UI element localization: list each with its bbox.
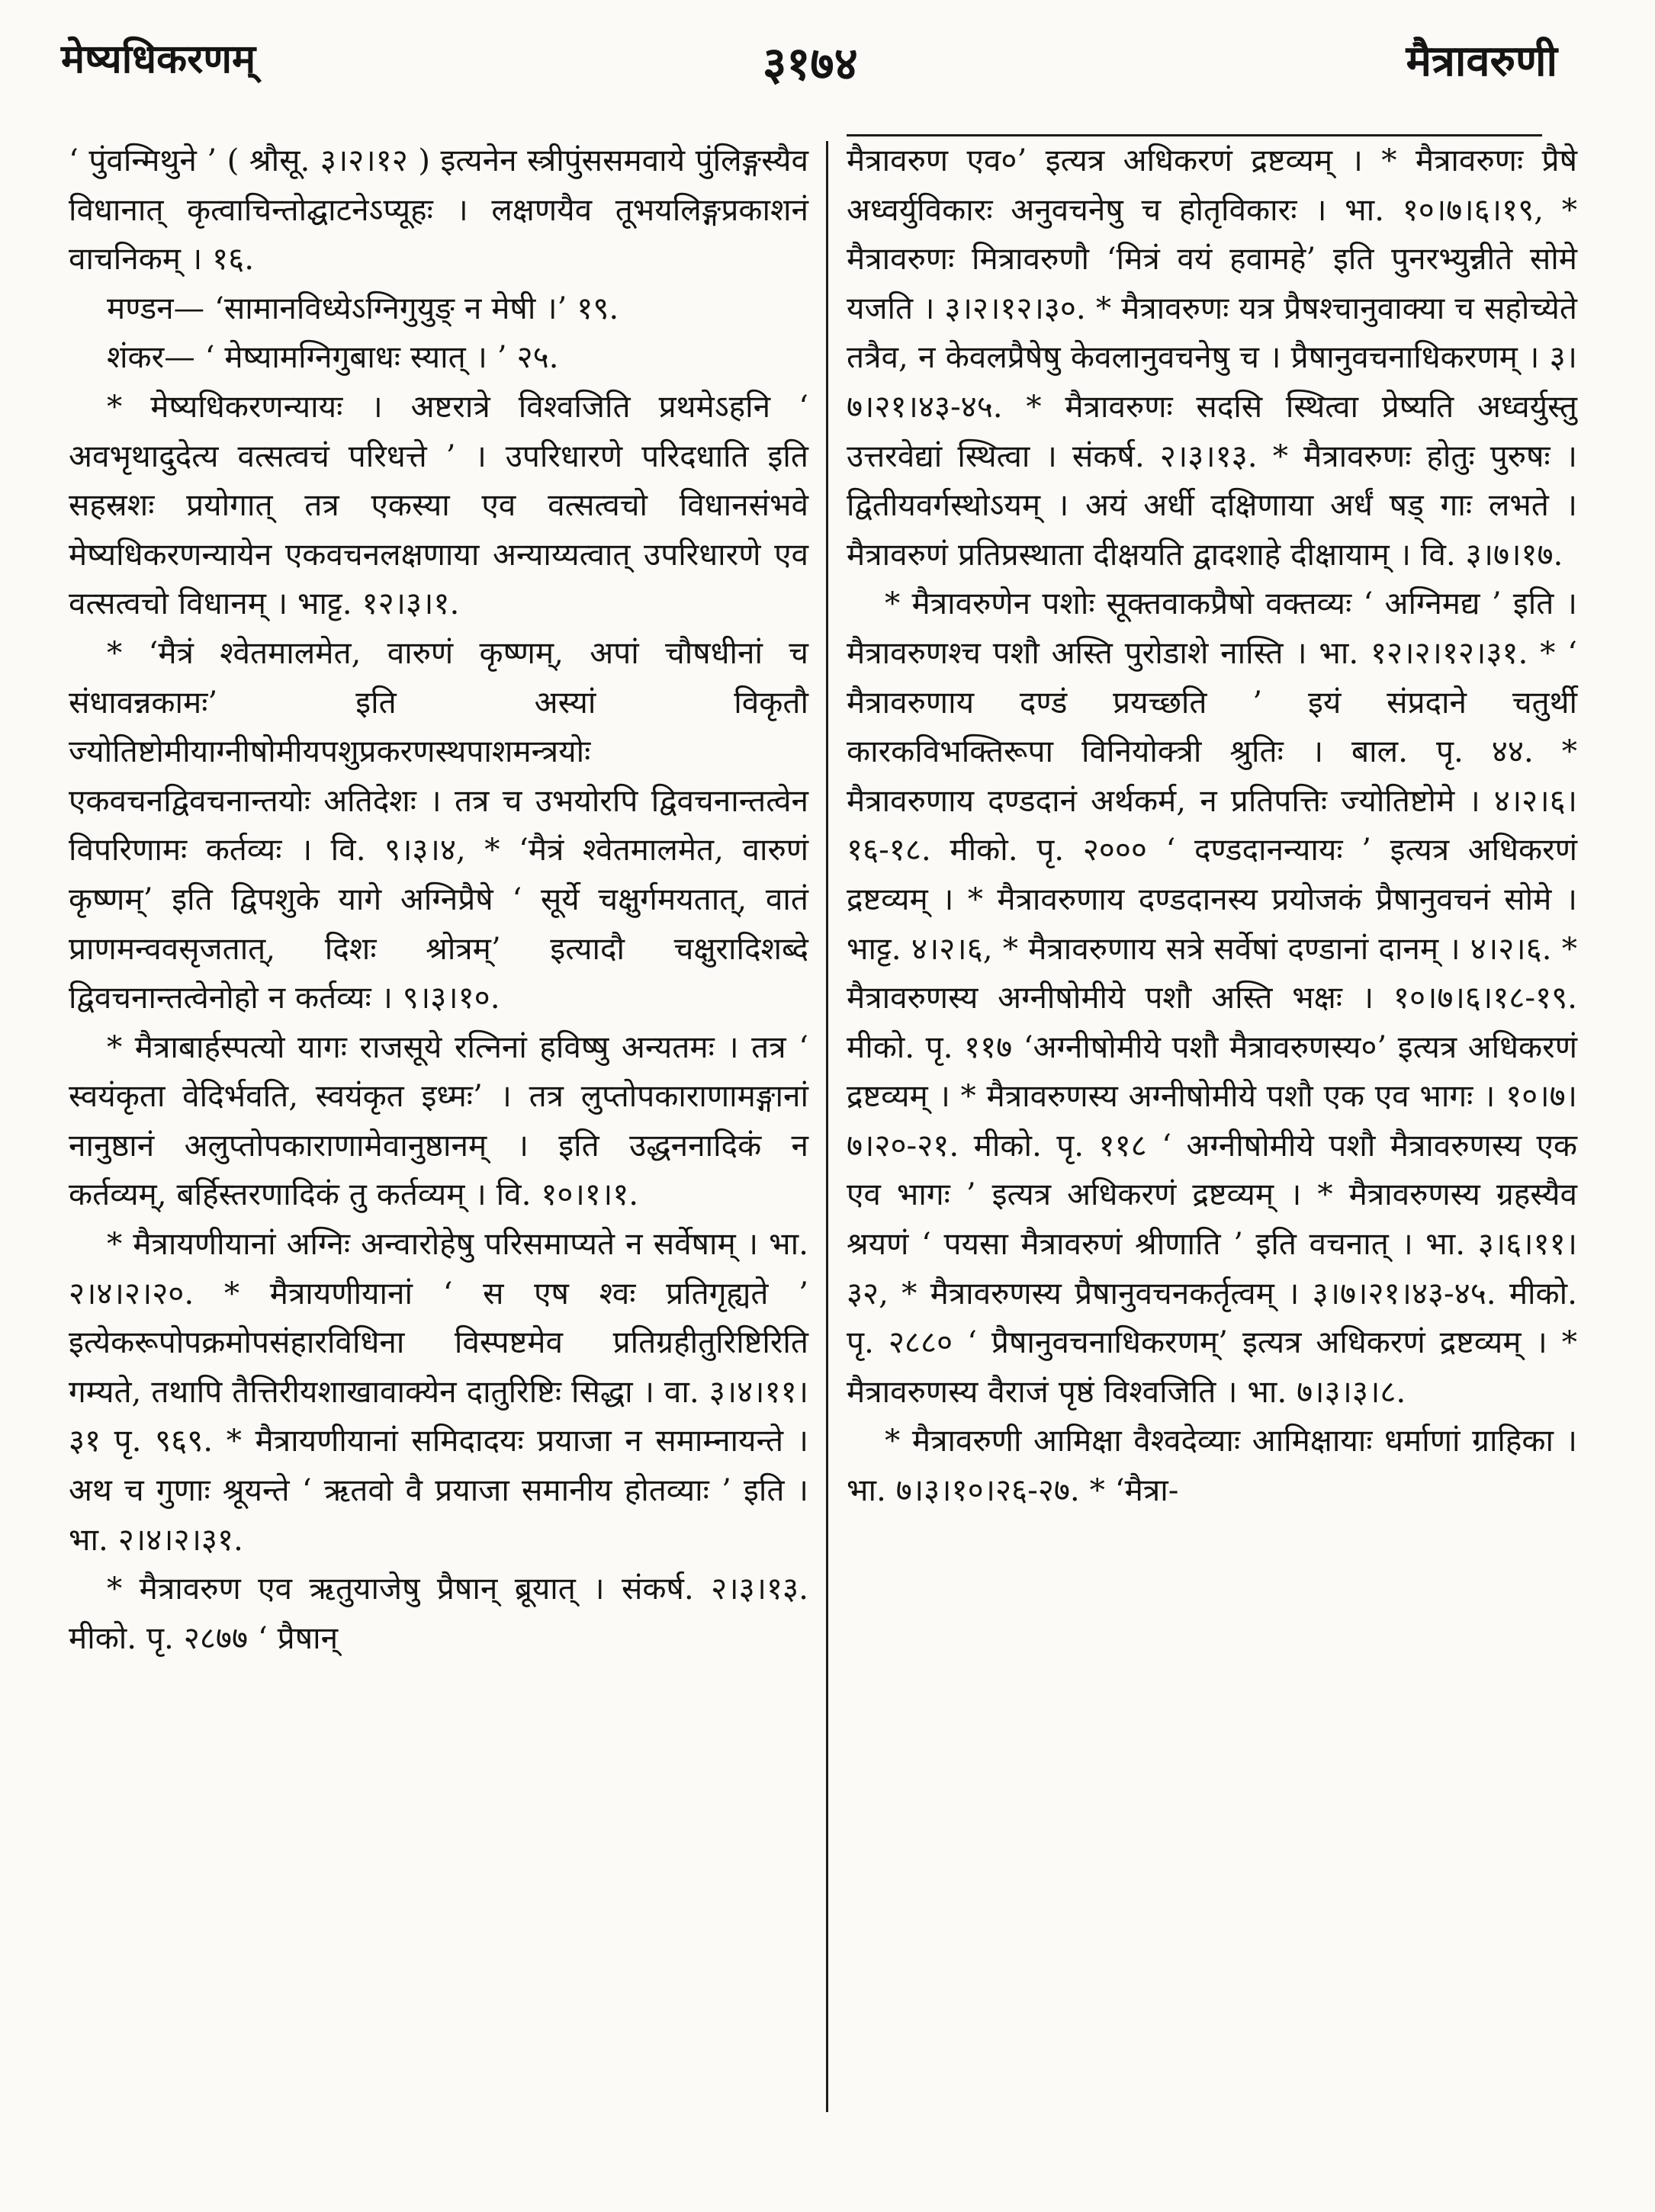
entry-paragraph: * मेष्यधिकरणन्यायः । अष्टरात्रे विश्वजिति प्रथमेऽहनि ‘ अवभृथादुदेत्य वत्सत्वचं परिधत्ते ’ । उपरिधारणे परिदधाति इति सहस्रशः प्रयोगात् तत्र एकस्या एव वत्सत्वचो विधानसंभवे मेष्यधिकरणन्यायेन एकवचनलक्षणाया अन्याय्यत्वात् उपरिधारणे एव वत्सत्वचो विधानम् । भाट्ट. १२।३।१. [69, 387, 808, 622]
running-head-right: मैत्रावरुणी [1406, 36, 1557, 86]
right-column [847, 136, 1577, 1515]
page-number: ३१७४ [763, 37, 858, 91]
entry-paragraph: शंकर— ‘ मेष्यामग्निगुबाधः स्यात् । ’ २५. [107, 339, 559, 376]
left-column [69, 136, 808, 1662]
running-head-left: मेष्यधिकरणम् [61, 36, 256, 82]
entry-paragraph: * मैत्रावरुण एव ऋतुयाजेषु प्रैषान् ब्रूयात् । संकर्ष. २।३।१३. मीको. पृ. २८७७ ‘ प्रैषान् [69, 1570, 808, 1656]
entry-paragraph: * मैत्राबार्हस्पत्यो यागः राजसूये रत्निनां हविष्षु अन्यतमः । तत्र ‘ स्वयंकृता वेदिर्भवति, स्वयंकृत इध्मः’ । तत्र लुप्तोपकाराणामङ्गानां नानुष्ठानं अलुप्तोपकाराणामेवानुष्ठानम् । इति उद्धननादिकं न कर्तव्यम्, बर्हिस्तरणादिकं तु कर्तव्यम् । वि. १०।१।१. [69, 1028, 808, 1213]
entry-paragraph: * मैत्रावरुणेन पशोः सूक्तवाकप्रैषो वक्तव्यः ‘ अग्निमद्य ’ इति । मैत्रावरुणश्च पशौ अस्ति पुरोडाशे नास्ति । भा. १२।२।१२।३१. * ‘ मैत्रावरुणाय दण्डं प्रयच्छति ’ इयं संप्रदाने चतुर्थी कारकविभक्तिरूपा विनियोक्त्री श्रुतिः । बाल. पृ. ४४. * मैत्रावरुणाय दण्डदानं अर्थकर्म, न प्रतिपत्तिः ज्योतिष्टोमे । ४।२।६।१६-१८. मीको. पृ. २००० ‘ दण्डदानन्यायः ’ इत्यत्र अधिकरणं द्रष्टव्यम् । * मैत्रावरुणाय दण्डदानस्य प्रयोजकं प्रैषानुवचनं सोमे । भाट्ट. ४।२।६, * मैत्रावरुणाय सत्रे सर्वेषां दण्डानां दानम् । ४।२।६. * मैत्रावरुणस्य अग्नीषोमीये पशौ अस्ति भक्षः । १०।७।६।१८-१९. मीको. पृ. ११७ ‘अग्नीषोमीये पशौ मैत्रावरुणस्य०’ इत्यत्र अधिकरणं द्रष्टव्यम् । * मैत्रावरुणस्य अग्नीषोमीये पशौ एक एव भागः । १०।७।७।२०-२१. मीको. पृ. ११८ ‘ अग्नीषोमीये पशौ मैत्रावरुणस्य एक एव भागः ’ इत्यत्र अधिकरणं द्रष्टव्यम् । * मैत्रावरुणस्य ग्रहस्यैव श्रयणं ‘ पयसा मैत्रावरुणं श्रीणाति ’ इति वचनात् । भा. ३।६।११।३२, * मैत्रावरुणस्य प्रैषानुवचनकर्तृत्वम् । ३।७।२१।४३-४५. मीको. पृ. २८८० ‘ प्रैषानुवचनाधिकरणम्’ इत्यत्र अधिकरणं द्रष्टव्यम् । * मैत्रावरुणस्य वैराजं पृष्ठं विश्वजिति । भा. ७।३।३।८. [847, 585, 1577, 1410]
entry-paragraph: मण्डन— ‘सामानविध्येऽग्निगुयुङ् न मेषी ।’ १९. [107, 289, 619, 326]
entry-paragraph: ‘ पुंवन्मिथुने ’ ( श्रौसू. ३।२।१२ ) इत्यनेन स्त्रीपुंससमवाये पुंलिङ्गस्यैव विधानात् कृत्वाचिन्तोद्घाटनेऽप्यूहः । लक्षणयैव तूभयलिङ्गप्रकाशनं वाचनिकम् । १६. [69, 142, 808, 278]
entry-paragraph: * ‘मैत्रं श्वेतमालमेत, वारुणं कृष्णम्, अपां चौषधीनां च संधावन्नकामः’ इति अस्यां विकृतौ ज्योतिष्टोमीयाग्नीषोमीयपशुप्रकरणस्थपाशमन्त्रयोः एकवचनद्विवचनान्तयोः अतिदेशः । तत्र च उभयोरपि द्विवचनान्तत्वेन विपरिणामः कर्तव्यः । वि. ९।३।४, * ‘मैत्रं श्वेतमालमेत, वारुणं कृष्णम्’ इति द्विपशुके यागे अग्निप्रैषे ‘ सूर्ये चक्षुर्गमयतात्, वातं प्राणमन्ववसृजतात्, दिशः श्रोत्रम्’ इत्यादौ चक्षुरादिशब्दे द्विवचनान्तत्वेनोहो न कर्तव्यः । ९।३।१०. [69, 634, 808, 1016]
entry-paragraph: * मैत्रायणीयानां अग्निः अन्वारोहेषु परिसमाप्यते न सर्वेषाम् । भा. २।४।२।२०. * मैत्रायणीयानां ‘ स एष श्वः प्रतिगृह्यते ’ इत्येकरूपोपक्रमोपसंहारविधिना विस्पष्टमेव प्रतिग्रहीतुरिष्टिरिति गम्यते, तथापि तैत्तिरीयशाखावाक्येन दातुरिष्टिः सिद्धा । वा. ३।४।११।३१ पृ. ९६९. * मैत्रायणीयानां समिदादयः प्रयाजा न समाम्नायन्ते । अथ च गुणाः श्रूयन्ते ‘ ऋतवो वै प्रयाजा समानीय होतव्याः ’ इति । भा. २।४।२।३१. [69, 1225, 808, 1558]
entry-paragraph: * मैत्रावरुणी आमिक्षा वैश्वदेव्याः आमिक्षायाः धर्माणां ग्राहिका । भा. ७।३।१०।२६-२७. * ‘मैत्रा- [847, 1422, 1577, 1509]
column-divider [826, 141, 828, 2112]
entry-paragraph: मैत्रावरुण एव०’ इत्यत्र अधिकरणं द्रष्टव्यम् । * मैत्रावरुणः प्रैषे अध्वर्युविकारः अनुवचनेषु च होतृविकारः । भा. १०।७।६।१९, * मैत्रावरुणः मित्रावरुणौ ‘मित्रं वयं हवामहे’ इति पुनरभ्युन्नीते सोमे यजति । ३।२।१२।३०. * मैत्रावरुणः यत्र प्रैषश्चानुवाक्या च सहोच्येते तत्रैव, न केवलप्रैषेषु केवलानुवचनेषु च । प्रैषानुवचनाधिकरणम् । ३।७।२१।४३-४५. * मैत्रावरुणः सदसि स्थित्वा प्रेष्यति अध्वर्युस्तु उत्तरवेद्यां स्थित्वा । संकर्ष. २।३।१३. * मैत्रावरुणः होतुः पुरुषः । द्वितीयवर्गस्थोऽयम् । अयं अर्धी दक्षिणाया अर्धं षड् गाः लभते । मैत्रावरुणं प्रतिप्रस्थाता दीक्षयति द्वादशाहे दीक्षायाम् । वि. ३।७।१७. [847, 142, 1577, 573]
